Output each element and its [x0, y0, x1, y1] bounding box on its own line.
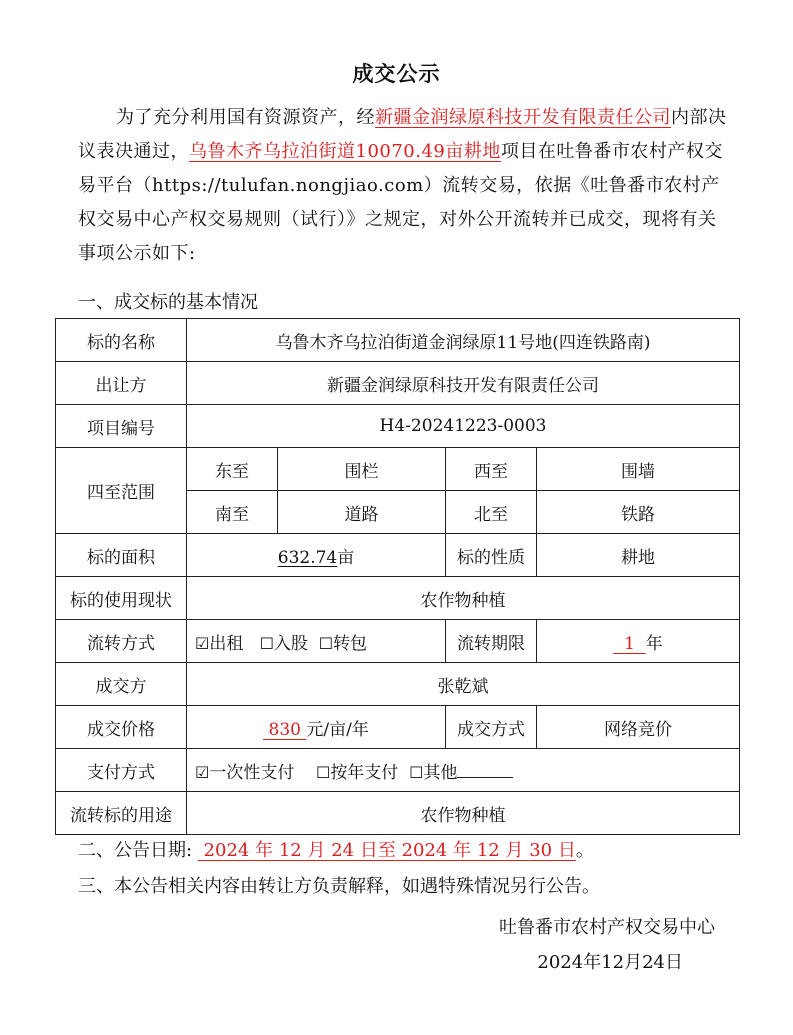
code-label: 项目编号 — [56, 405, 187, 448]
table-row — [56, 534, 740, 577]
south-value: 道路 — [278, 491, 446, 534]
name-label: 标的名称 — [56, 319, 187, 362]
purpose-label: 流转标的用途 — [56, 792, 187, 835]
checkbox-checked-icon: ☑ — [195, 762, 210, 782]
south-label: 南至 — [187, 491, 278, 534]
term-label: 流转期限 — [446, 620, 537, 663]
checkbox-icon: ☐ — [315, 762, 331, 782]
pay-option-yearly: 按年支付 — [330, 762, 399, 783]
start-day: 24 — [331, 840, 355, 861]
method-option-share: 入股 — [273, 633, 308, 654]
issuer-name: 吐鲁番市农村产权交易中心 — [499, 917, 715, 938]
table-row — [56, 405, 740, 448]
section1-title: 一、成交标的基本情况 — [78, 292, 258, 313]
announcement-dates — [78, 836, 594, 862]
term-value — [613, 634, 645, 654]
page-title: 成交公示 — [352, 61, 441, 86]
start-year: 2024 — [203, 840, 250, 861]
end-month: 12 — [476, 840, 500, 861]
unit: 年 — [453, 840, 472, 861]
checkbox-icon: ☐ — [318, 633, 334, 653]
table-row — [56, 749, 740, 792]
west-value: 围墙 — [537, 448, 740, 491]
east-value: 围栏 — [278, 448, 446, 491]
deal-label: 成交方式 — [446, 706, 537, 749]
end-year: 2024 — [401, 840, 448, 861]
price-number: 830 — [268, 719, 301, 740]
east-label: 东至 — [187, 448, 278, 491]
term-number: 1 — [624, 633, 635, 654]
blank-line — [457, 762, 513, 778]
unit: 月 — [307, 840, 326, 861]
area-label: 标的面积 — [56, 534, 187, 577]
price-value — [263, 720, 306, 740]
deal-value: 网络竞价 — [537, 706, 740, 749]
nature-label: 标的性质 — [446, 534, 537, 577]
buyer-value: 张乾斌 — [187, 663, 740, 706]
table-row — [56, 663, 740, 706]
north-label: 北至 — [446, 491, 537, 534]
table-row — [56, 577, 740, 620]
method-label: 流转方式 — [56, 620, 187, 663]
price-unit: 元/亩/年 — [306, 719, 369, 740]
nature-value: 耕地 — [537, 534, 740, 577]
name-value: 乌鲁木齐乌拉泊街道金润绿原11号地(四连铁路南) — [187, 319, 740, 362]
table-row — [56, 706, 740, 749]
method-option-rent: 出租 — [209, 633, 244, 654]
intro-text-2: 内部决议表决通过， — [78, 107, 727, 162]
bounds-label: 四至范围 — [56, 448, 187, 534]
table-row — [56, 362, 740, 405]
north-value: 铁路 — [537, 491, 740, 534]
section3-text: 三、本公告相关内容由转让方负责解释，如遇特殊情况另行公告。 — [78, 876, 600, 897]
intro-text-3: 项目在吐鲁番市农村产权交易平台（https://tulufan.nongjiao.com）流转交易，依据《吐鲁番市农村产权交易中心产权交易规则（试行）》之规定，对外公开流转并已成交，现将有关事项公示如下: — [78, 141, 723, 264]
area-cell — [187, 534, 446, 577]
usage-value: 农作物种植 — [187, 577, 740, 620]
issue-date: 2024年12月24日 — [537, 952, 683, 973]
checkbox-checked-icon: ☑ — [195, 633, 210, 653]
info-table — [55, 318, 740, 835]
table-row — [56, 448, 740, 491]
seller-name: 新疆金润绿原科技开发有限责任公司 — [375, 107, 671, 128]
unit: 日 — [557, 840, 576, 861]
table-row — [56, 620, 740, 663]
code-value: H4-20241223-0003 — [187, 405, 740, 448]
method-options — [187, 620, 446, 663]
pay-option-lump: 一次性支付 — [209, 762, 295, 783]
dates-end: 。 — [575, 840, 594, 861]
unit: 日至 — [359, 840, 396, 861]
west-label: 西至 — [446, 448, 537, 491]
end-day: 30 — [529, 840, 553, 861]
buyer-label: 成交方 — [56, 663, 187, 706]
pay-option-other: 其他 — [423, 762, 458, 783]
start-month: 12 — [278, 840, 302, 861]
method-option-sublease: 转包 — [333, 633, 368, 654]
dates-label: 二、公告日期: — [78, 840, 193, 861]
price-cell — [187, 706, 446, 749]
table-row — [56, 792, 740, 835]
price-label: 成交价格 — [56, 706, 187, 749]
checkbox-icon: ☐ — [259, 633, 274, 653]
checkbox-icon: ☐ — [409, 762, 424, 782]
project-name: 乌鲁木齐乌拉泊街道10070.49亩耕地 — [189, 141, 501, 162]
transferor-label: 出让方 — [56, 362, 187, 405]
area-unit: 亩 — [337, 547, 355, 568]
transferor-value: 新疆金润绿原科技开发有限责任公司 — [187, 362, 740, 405]
usage-label: 标的使用现状 — [56, 577, 187, 620]
pay-options — [187, 749, 740, 792]
term-cell — [537, 620, 740, 663]
unit: 月 — [505, 840, 524, 861]
term-unit: 年 — [645, 633, 663, 654]
date-part — [198, 840, 576, 861]
purpose-value: 农作物种植 — [187, 792, 740, 835]
area-value: 632.74 — [277, 547, 338, 568]
intro-paragraph — [78, 101, 728, 271]
intro-text-1: 为了充分利用国有资源资产，经 — [116, 107, 375, 128]
unit: 年 — [255, 840, 274, 861]
pay-label: 支付方式 — [56, 749, 187, 792]
table-row — [56, 319, 740, 362]
